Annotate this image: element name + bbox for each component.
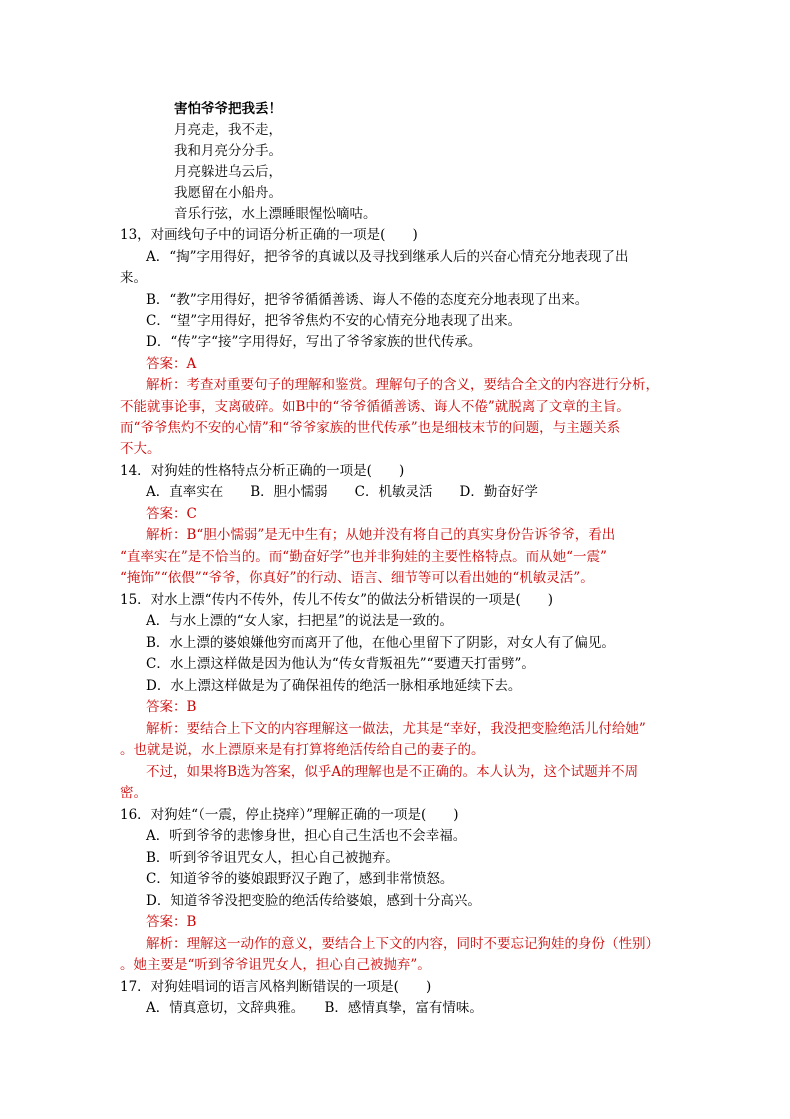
q16-answer: 答案：B: [146, 914, 197, 930]
q16-option-b: B．听到爷爷诅咒女人，担心自己被抛弃。: [146, 850, 399, 866]
poem-line-5: 我愿留在小船舟。: [174, 185, 282, 201]
q15-explanation-2: 。也就是说，水上漂原来是有打算将绝活传给自己的妻子的。: [120, 742, 485, 758]
q14-explanation-3: “掩饰”“依偎”“爷爷，你真好”的行动、语言、细节等可以看出她的“机敏灵活”。: [120, 570, 594, 586]
q16-option-a: A．听到爷爷的悲惨身世，担心自己生活也不会幸福。: [146, 828, 467, 844]
q14-answer: 答案：C: [146, 506, 197, 522]
q13-option-c: C．“望”字用得好，把爷爷焦灼不安的心情充分地表现了出来。: [146, 313, 522, 329]
q13-question: 13，对画线句子中的词语分析正确的一项是( ): [120, 227, 418, 243]
q15-option-a: A．与水上漂的“女人家，扫把星”的说法是一致的。: [146, 613, 454, 629]
q13-option-a: A．“掏”字用得好，把爷爷的真诚以及寻找到继承人后的兴奋心情充分地表现了出: [146, 249, 629, 265]
q13-answer: 答案：A: [146, 356, 197, 372]
q13-option-d: D．“传”字“接”字用得好，写出了爷爷家族的世代传承。: [146, 334, 482, 350]
q15-explanation-4: 密。: [120, 785, 147, 801]
q14-options: A．直率实在 B．胆小懦弱 C．机敏灵活 D．勤奋好学: [146, 484, 538, 500]
q13-explanation-2: 不能就事论事，支离破碎。如B中的“爷爷循循善诱、诲人不倦”就脱离了文章的主旨。: [120, 399, 630, 415]
q13-explanation-3: 而“爷爷焦灼不安的心情”和“爷爷家族的世代传承”也是细枝末节的问题，与主题关系: [120, 420, 621, 436]
q16-question: 16．对狗娃“（一震，停止挠痒）”理解正确的一项是( ): [120, 807, 459, 823]
q13-explanation-1: 解析：考查对重要句子的理解和鉴赏。理解句子的含义，要结合全文的内容进行分析，: [146, 377, 659, 393]
q15-question: 15．对水上漂“传内不传外，传儿不传女”的做法分析错误的一项是( ): [120, 592, 554, 608]
q16-option-c: C．知道爷爷的婆娘跟野汉子跑了，感到非常愤怒。: [146, 871, 454, 887]
q15-option-d: D．水上漂这样做是为了确保祖传的绝活一脉相承地延续下去。: [146, 678, 522, 694]
q15-explanation-3: 不过，如果将B选为答案，似乎A的理解也是不正确的。本人认为，这个试题并不周: [146, 764, 639, 780]
poem-line-6: 音乐行弦，水上漂睡眼惺忪嘀咕。: [174, 206, 377, 222]
q15-option-b: B．水上漂的婆娘嫌他穷而离开了他，在他心里留下了阴影，对女人有了偏见。: [146, 635, 615, 651]
q17-options: A．情真意切，文辞典雅。 B．感情真挚，富有情味。: [146, 1000, 483, 1016]
q16-explanation-2: 。她主要是“听到爷爷诅咒女人，担心自己被抛弃”。: [120, 957, 431, 973]
q15-option-c: C．水上漂这样做是因为他认为“传女背叛祖先”“要遭天打雷劈”。: [146, 656, 535, 672]
q16-option-d: D．知道爷爷没把变脸的绝活传给婆娘，感到十分高兴。: [146, 893, 481, 909]
q14-explanation-1: 解析：B“胆小懦弱”是无中生有；从她并没有将自己的真实身份告诉爷爷，看出: [146, 527, 616, 543]
q13-option-b: B．“教”字用得好，把爷爷循循善诱、诲人不倦的态度充分地表现了出来。: [146, 292, 589, 308]
q14-explanation-2: “直率实在”是不恰当的。而“勤奋好学”也并非狗娃的主要性格特点。而从她“一震”: [120, 549, 607, 565]
poem-line-3: 我和月亮分分手。: [174, 143, 282, 159]
q16-explanation-1: 解析：理解这一动作的意义，要结合上下文的内容，同时不要忘记狗娃的身份（性别）: [146, 936, 659, 952]
q15-explanation-1: 解析：要结合上下文的内容理解这一做法，尤其是“幸好，我没把变脸绝活儿付给她”: [146, 721, 646, 737]
q17-question: 17．对狗娃唱词的语言风格判断错误的一项是( ): [120, 979, 432, 995]
q15-answer: 答案：B: [146, 699, 197, 715]
q13-option-a-cont: 来。: [120, 270, 147, 286]
poem-line-4: 月亮躲进乌云后，: [174, 164, 282, 180]
poem-line-1: 害怕爷爷把我丢！: [174, 101, 282, 117]
q13-explanation-4: 不大。: [120, 441, 161, 457]
poem-line-2: 月亮走，我不走，: [174, 122, 282, 138]
q14-question: 14．对狗娃的性格特点分析正确的一项是( ): [120, 463, 405, 479]
